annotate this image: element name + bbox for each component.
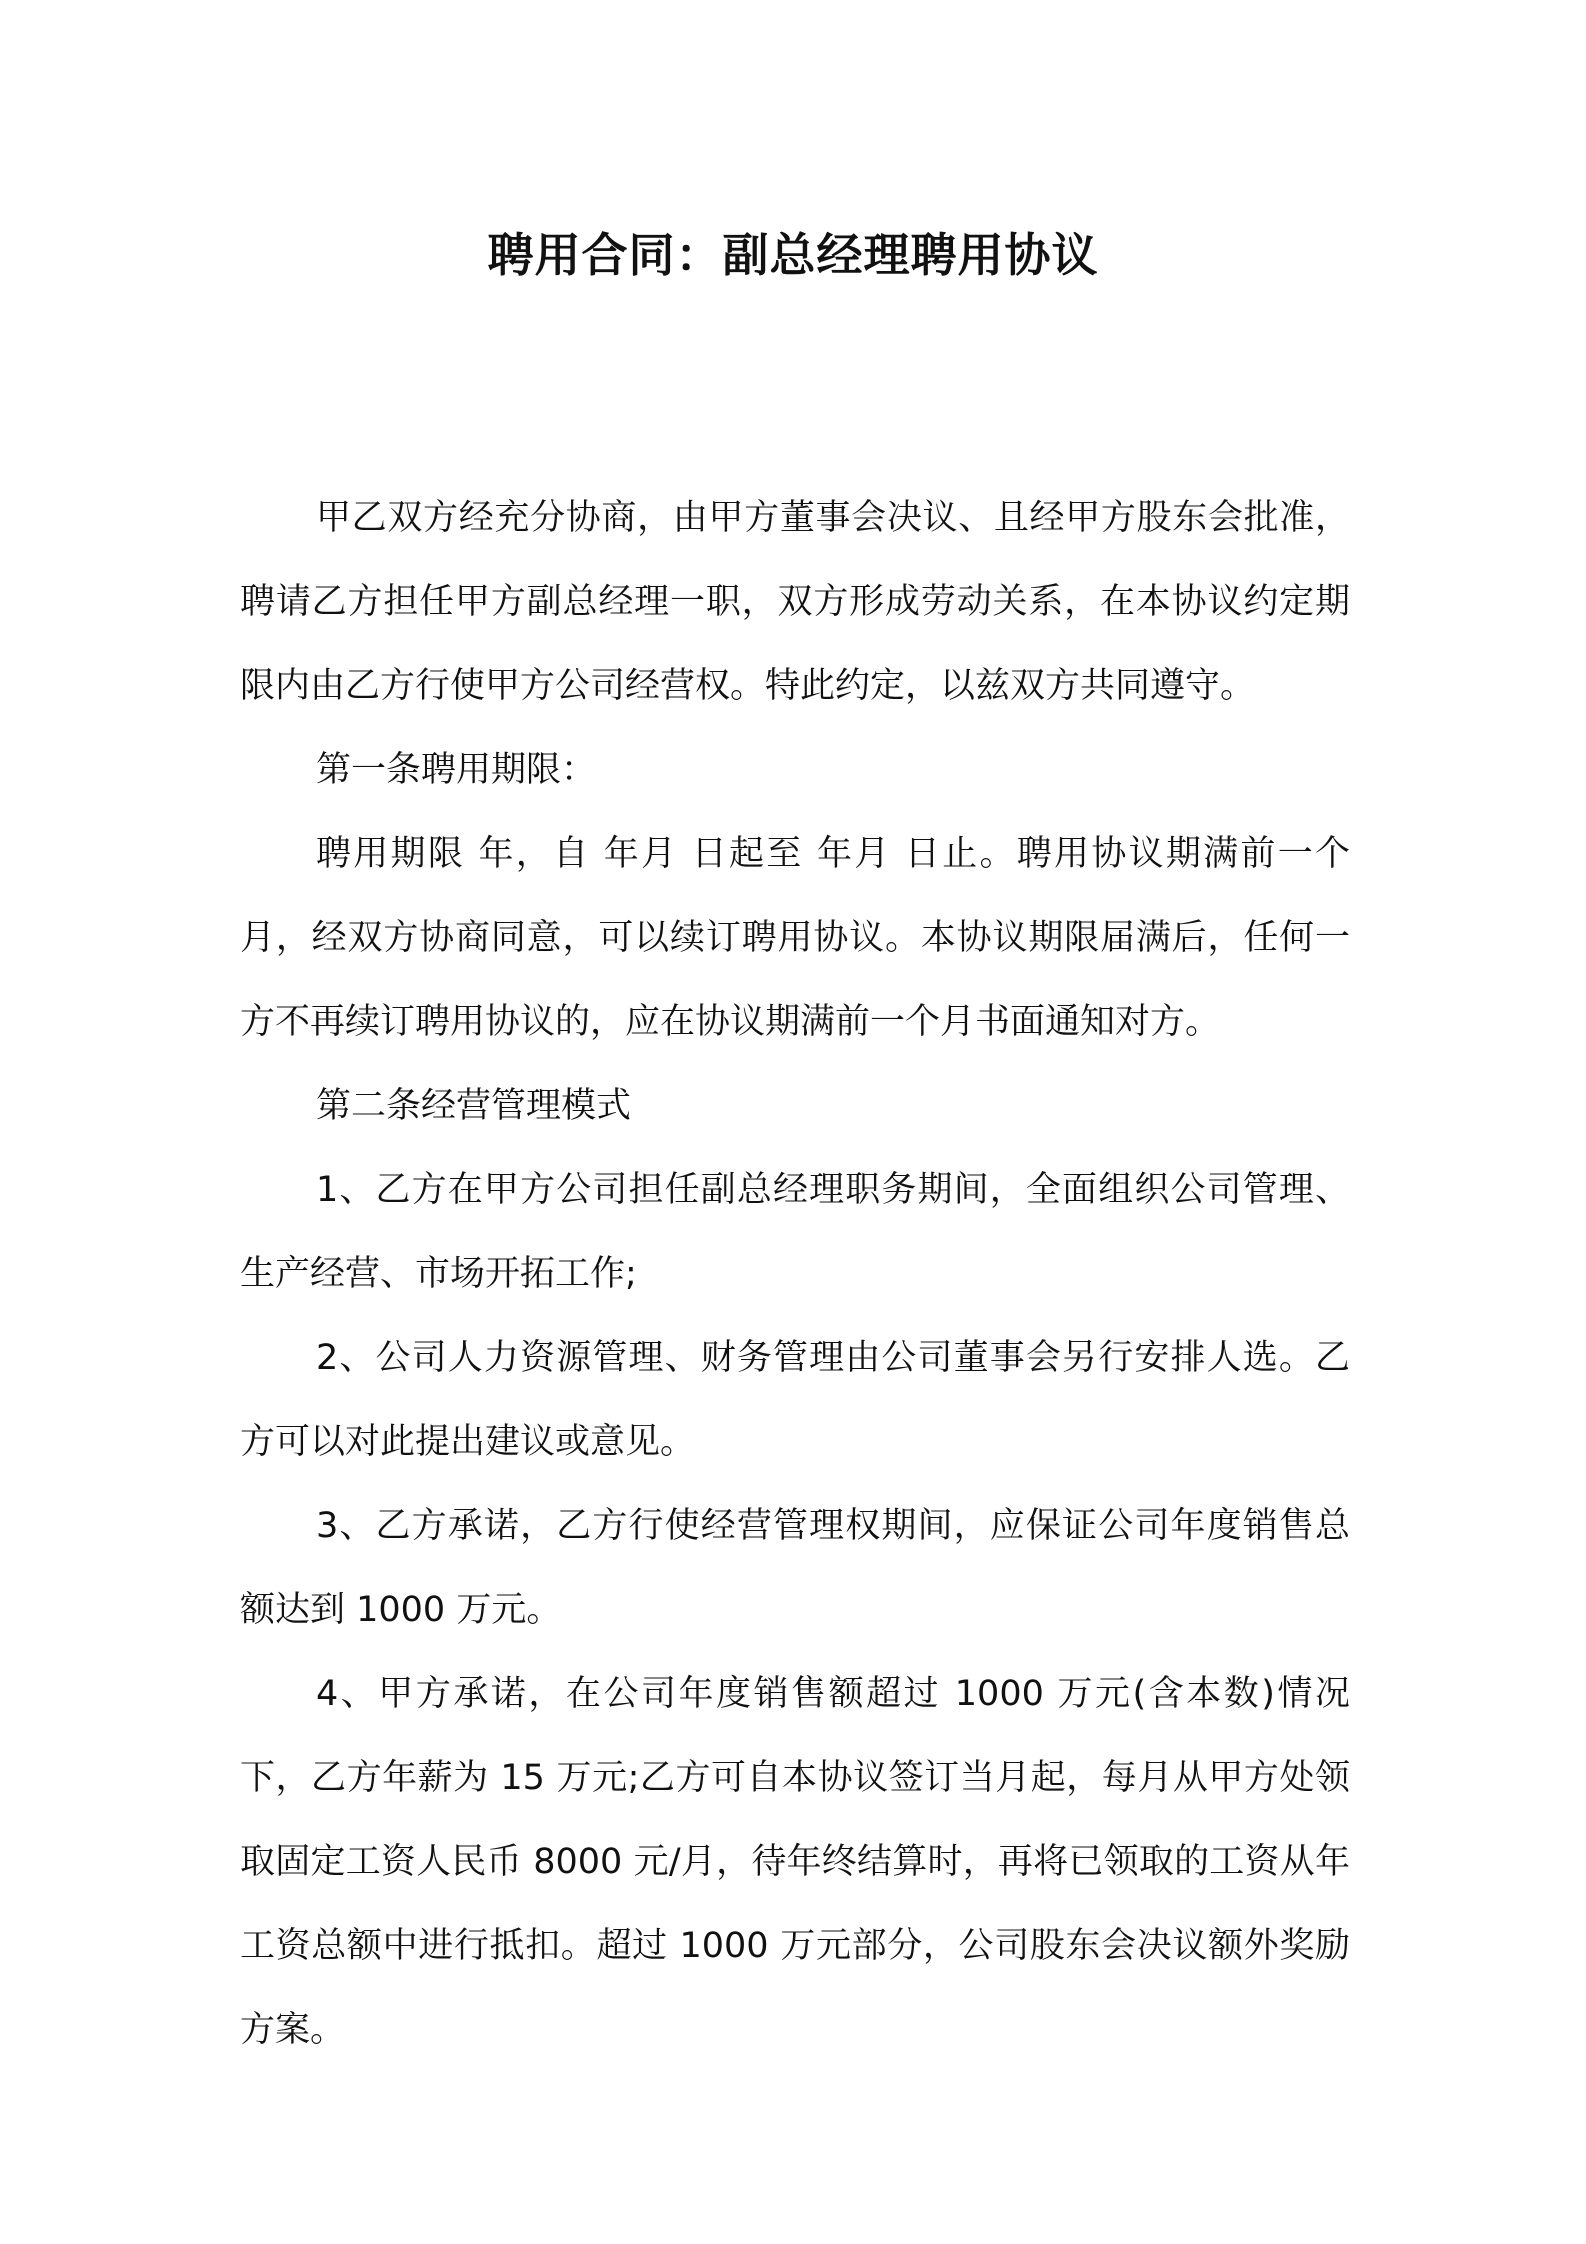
- article-2-heading: 第二条经营管理模式: [316, 1086, 632, 1126]
- document-body: [240, 476, 1350, 2072]
- article-2-item-4: 4、甲方承诺，在公司年度销售额超过 1000 万元(含本数)情况下，乙方年薪为 15 万元;乙方可自本协议签订当月起，每月从甲方处领取固定工资人民币 8000 元/月，待年终结算时，再将已领取的工资从年工资总额中进行抵扣。超过 1000 万元部分，公司股东会决议额外奖励方案。: [240, 1674, 1350, 2050]
- article-2-item-2: 2、公司人力资源管理、财务管理由公司董事会另行安排人选。乙方可以对此提出建议或意见。: [240, 1338, 1350, 1462]
- intro-paragraph: 甲乙双方经充分协商，由甲方董事会决议、且经甲方股东会批准，聘请乙方担任甲方副总经理一职，双方形成劳动关系，在本协议约定期限内由乙方行使甲方公司经营权。特此约定，以兹双方共同遵守。: [240, 498, 1350, 706]
- article-2-item-1: 1、乙方在甲方公司担任副总经理职务期间，全面组织公司管理、生产经营、市场开拓工作;: [240, 1170, 1350, 1294]
- article-1-paragraph: 聘用期限 年，自 年月 日起至 年月 日止。聘用协议期满前一个月，经双方协商同意，可以续订聘用协议。本协议期限届满后，任何一方不再续订聘用协议的，应在协议期满前一个月书面通知对方。: [240, 834, 1350, 1042]
- article-1-heading: 第一条聘用期限：: [316, 750, 597, 790]
- article-2-item-3: 3、乙方承诺，乙方行使经营管理权期间，应保证公司年度销售总额达到 1000 万元。: [240, 1506, 1350, 1630]
- document-title: 聘用合同：副总经理聘用协议: [487, 228, 1099, 282]
